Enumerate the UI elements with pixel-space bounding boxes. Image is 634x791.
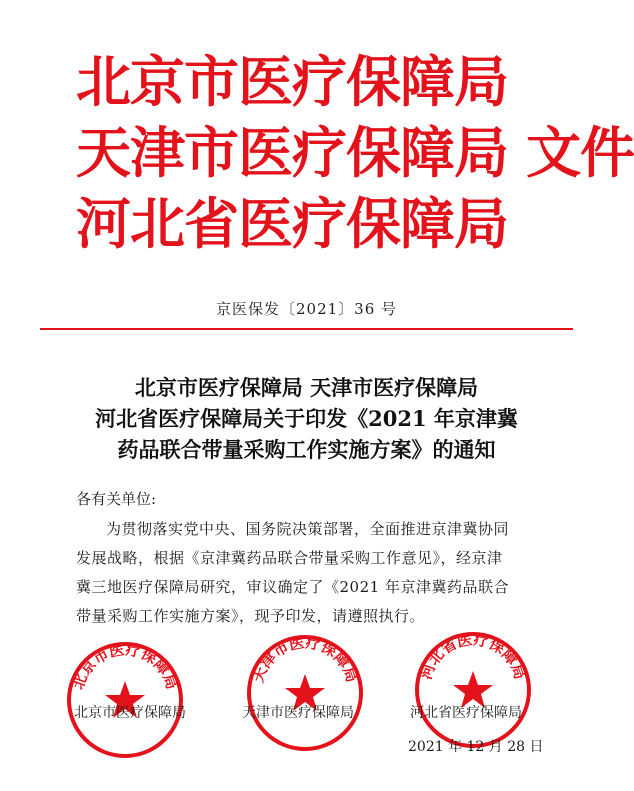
seal-beijing-text: 北京市医疗保障局 — [68, 641, 182, 692]
header-wenjian-suffix: 文件 — [526, 120, 634, 185]
seal-beijing-icon — [66, 641, 184, 759]
body-line-3: 冀三地医疗保障局研究，审议确定了《2021 年京津冀药品联合 — [76, 578, 509, 596]
title-line-2: 河北省医疗保障局关于印发《2021 年京津冀 — [95, 406, 518, 431]
header-tianjin-text: 天津市医疗保障局 — [76, 120, 509, 185]
seal-beijing — [66, 641, 184, 759]
body-line-4: 带量采购工作实施方案》，现予印发，请遵照执行。 — [76, 607, 426, 625]
signature-tianjin: 天津市医疗保障局 — [242, 705, 354, 721]
signature-beijing: 北京市医疗保障局 — [74, 705, 186, 721]
title-line-1: 北京市医疗保障局 天津市医疗保障局 — [134, 375, 479, 400]
seal-tianjin-text: 天津市医疗保障局 — [248, 634, 362, 685]
red-divider-rule — [40, 328, 573, 330]
salutation: 各有关单位: — [76, 490, 157, 508]
header-line-tianjin — [76, 120, 634, 185]
seal-tianjin — [246, 634, 364, 752]
title-line-3: 药品联合带量采购工作实施方案》的通知 — [117, 437, 496, 462]
body-line-2: 发展战略，根据《京津冀药品联合带量采购工作意见》，经京津 — [76, 549, 503, 567]
seal-hebei-text: 河北省医疗保障局 — [416, 631, 530, 682]
header-line-beijing: 北京市医疗保障局 — [76, 49, 509, 114]
document-number: 京医保发〔2021〕36 号 — [215, 300, 398, 318]
header-line-hebei: 河北省医疗保障局 — [76, 191, 509, 256]
body-line-1: 为贯彻落实党中央、国务院决策部署，全面推进京津冀协同 — [106, 520, 510, 538]
seal-hebei-icon — [414, 631, 532, 749]
seal-tianjin-icon — [246, 634, 364, 752]
issue-date: 2021 年 12 月 28 日 — [408, 739, 544, 755]
document-title — [40, 372, 573, 465]
body-text — [76, 515, 596, 631]
seal-hebei — [414, 631, 532, 749]
signature-hebei: 河北省医疗保障局 — [410, 705, 522, 721]
